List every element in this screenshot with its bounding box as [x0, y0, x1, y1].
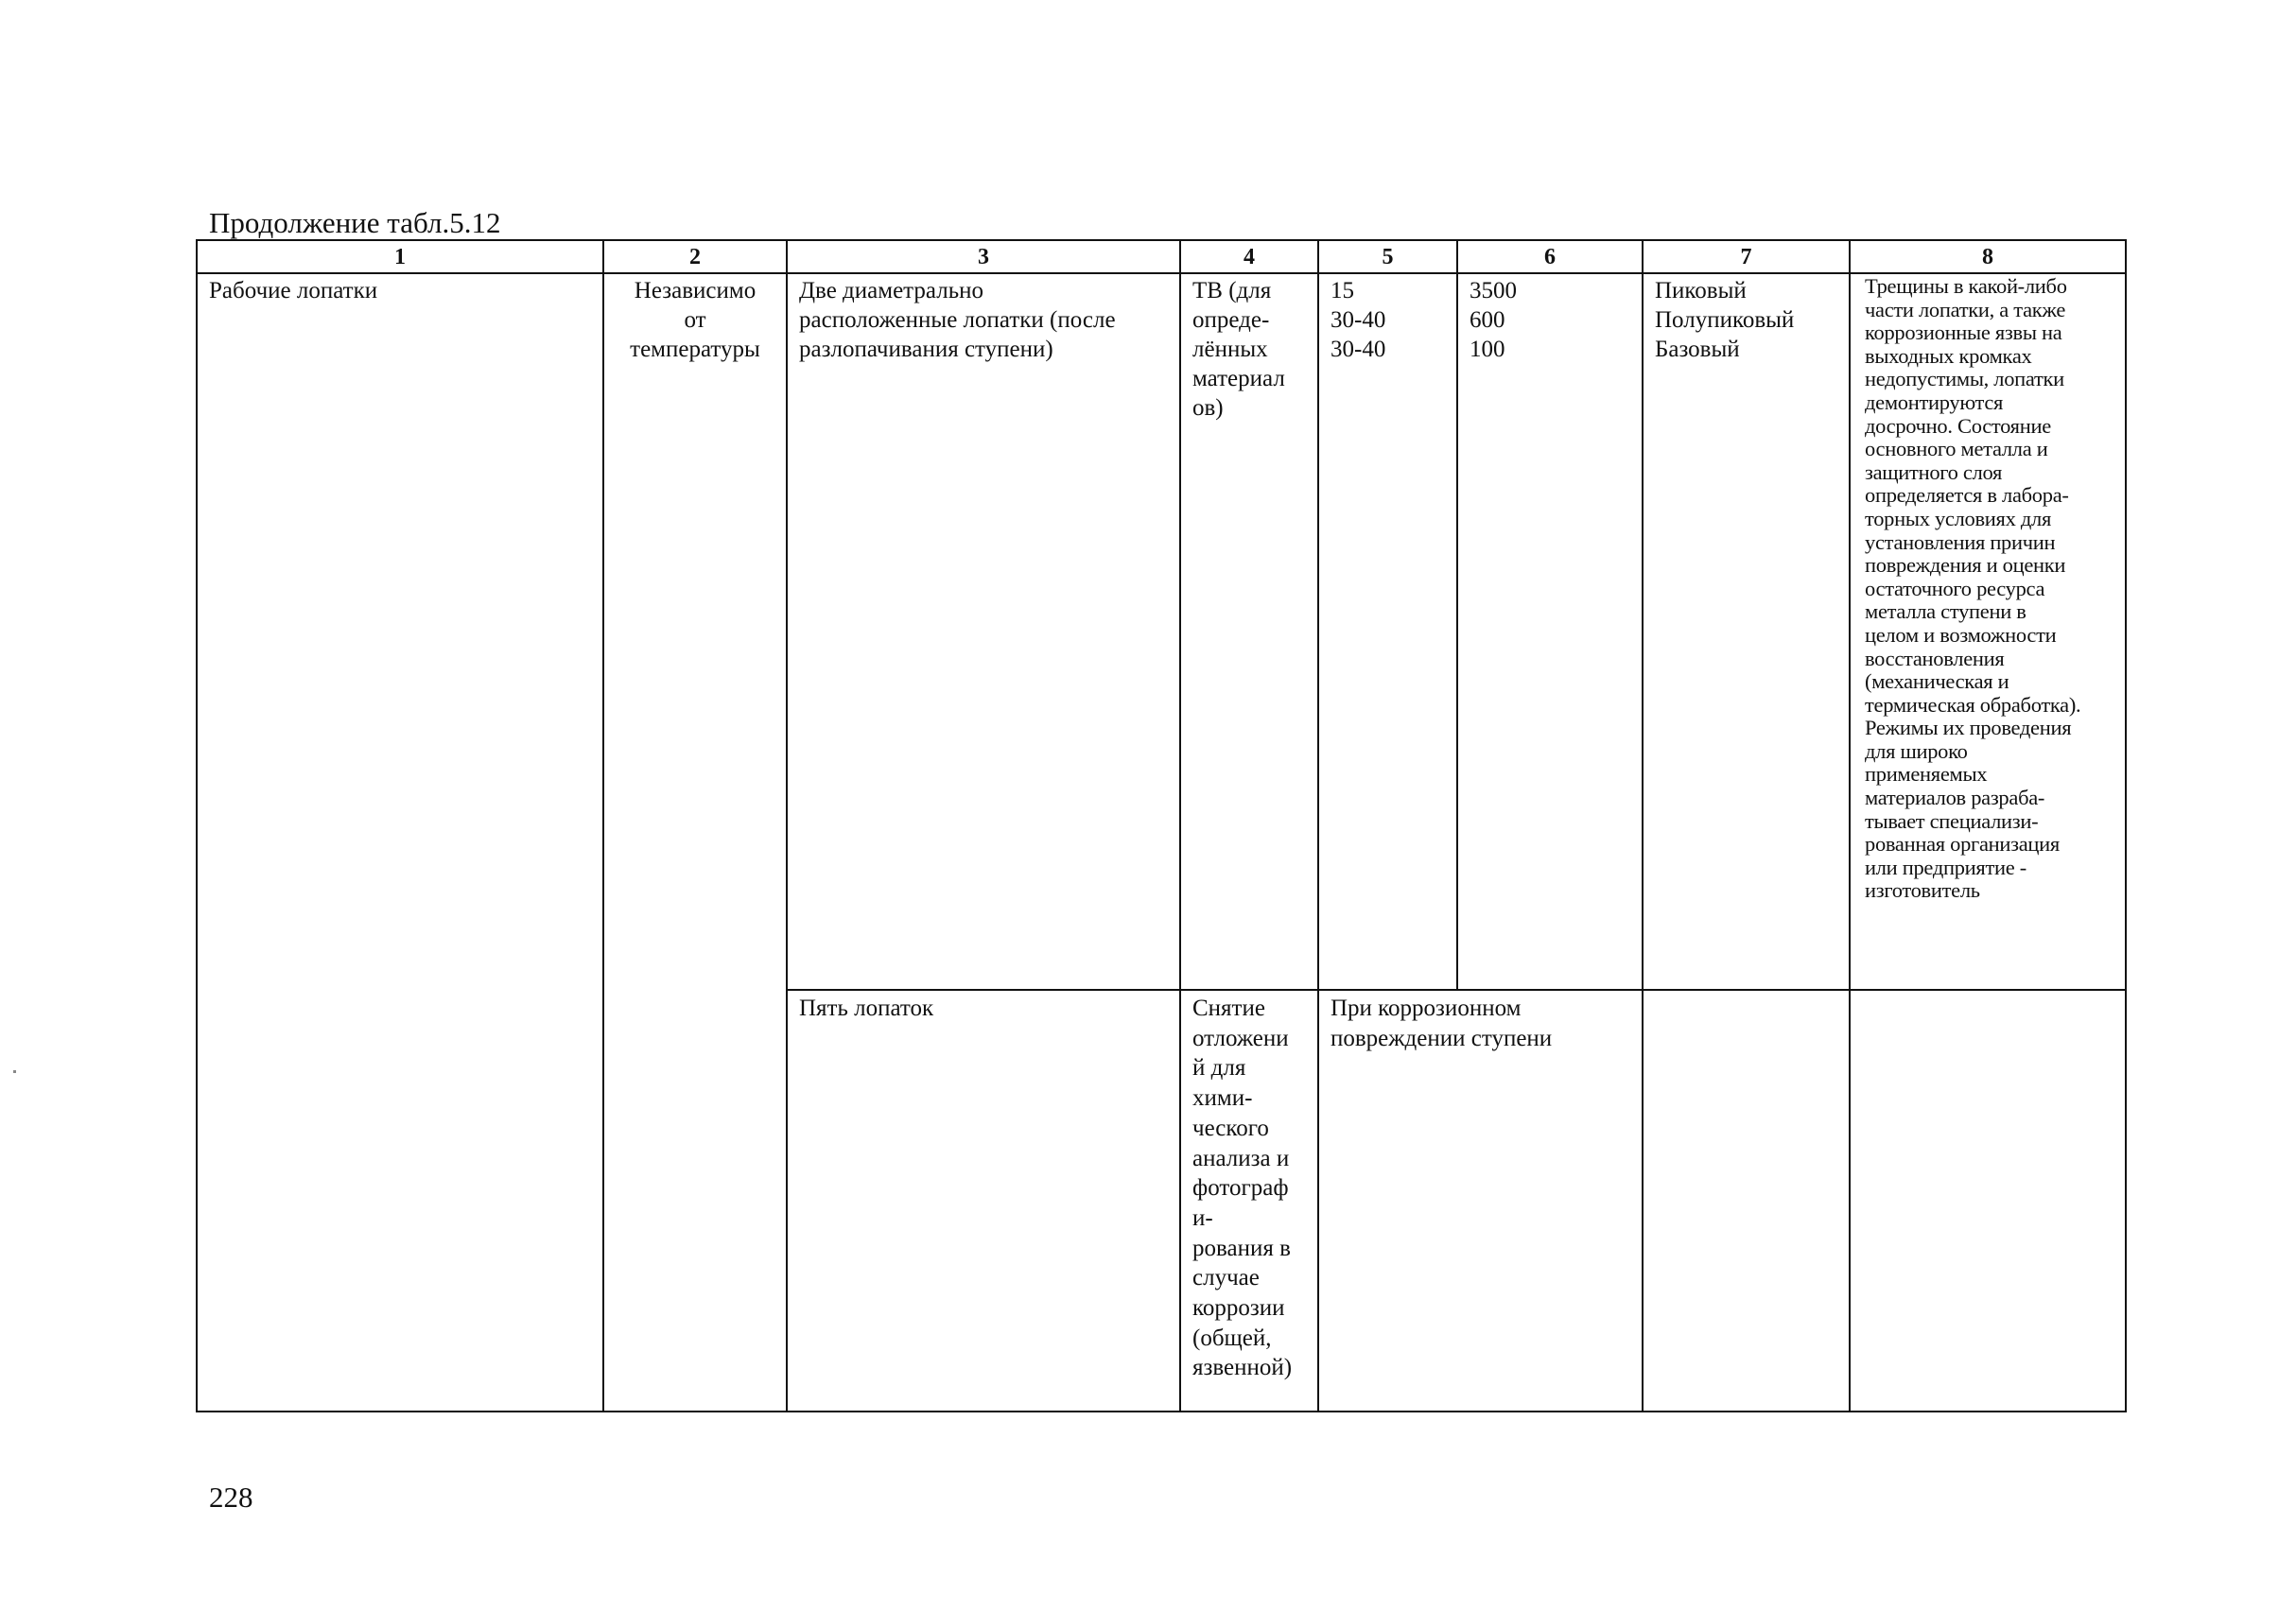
cell-frequency-merged	[1318, 990, 1643, 1412]
text-line: коррозионные язвы на	[1865, 320, 2062, 345]
page-number: 228	[209, 1481, 253, 1514]
text-line: или предприятие -	[1865, 855, 2026, 879]
text-line: повреждении ступени	[1331, 1025, 1553, 1051]
text-line: При коррозионном	[1331, 996, 1522, 1021]
text-line: основного металла и	[1865, 437, 2048, 461]
method-text	[1181, 274, 1317, 423]
text-line: 30-40	[1331, 307, 1386, 333]
text-line: (механическая и	[1865, 669, 2009, 694]
text-line: язвенной)	[1192, 1355, 1293, 1381]
text-line: Трещины в какой-либо	[1865, 274, 2067, 298]
cell-mode	[1643, 990, 1850, 1412]
header-col-1: 1	[197, 240, 603, 273]
text-line: 3500	[1470, 278, 1517, 303]
text-line: ческого	[1192, 1115, 1269, 1141]
text-line: применяемых	[1865, 762, 1988, 787]
text-line: Пиковый	[1655, 278, 1747, 303]
text-line: рования в	[1192, 1235, 1291, 1261]
text-line: целом и возможности	[1865, 622, 2057, 647]
scope-text: Пять лопаток	[799, 996, 934, 1021]
text-line: отложени	[1192, 1025, 1289, 1051]
text-line: от	[684, 307, 706, 333]
text-line: температуры	[630, 337, 760, 362]
cell-scope	[787, 273, 1180, 990]
text-line: и-	[1192, 1204, 1213, 1231]
cell-notes	[1850, 273, 2126, 990]
text-line: разлопачивания ступени)	[799, 337, 1053, 362]
header-col-8: 8	[1850, 240, 2126, 273]
text-line: й для	[1192, 1055, 1246, 1082]
text-line: Полупиковый	[1655, 307, 1795, 333]
header-col-6: 6	[1457, 240, 1643, 273]
col6-values	[1458, 274, 1642, 364]
method-text	[1181, 991, 1317, 1383]
header-col-2: 2	[603, 240, 787, 273]
text-line: 30-40	[1331, 337, 1386, 362]
text-line: (общей,	[1192, 1325, 1272, 1351]
text-line: ов)	[1192, 395, 1224, 421]
object-label: Рабочие лопатки	[209, 278, 378, 303]
cell-col5	[1318, 273, 1457, 990]
text-line: коррозии	[1192, 1295, 1285, 1322]
text-line: тывает специализи-	[1865, 808, 2039, 833]
text-line: части лопатки, а также	[1865, 297, 2066, 321]
header-col-4: 4	[1180, 240, 1318, 273]
text-line: ТВ (для	[1192, 278, 1272, 303]
text-line: защитного слоя	[1865, 459, 2003, 484]
header-col-5: 5	[1318, 240, 1457, 273]
text-line: остаточного ресурса	[1865, 576, 2045, 600]
text-line: изготовитель	[1865, 878, 1980, 903]
cell-col6	[1457, 273, 1643, 990]
text-line: расположенные лопатки (после	[799, 307, 1116, 333]
text-line: для широко	[1865, 738, 1968, 763]
header-col-7: 7	[1643, 240, 1850, 273]
cell-notes	[1850, 990, 2126, 1412]
cell-method	[1180, 273, 1318, 990]
text-line: фотограф	[1192, 1175, 1289, 1202]
cell-condition	[603, 273, 787, 1412]
text-line: восстановления	[1865, 646, 2005, 670]
text-line: Режимы их проведения	[1865, 716, 2072, 740]
cell-mode	[1643, 273, 1850, 990]
text-line: анализа и	[1192, 1145, 1290, 1171]
text-line: определяется в лабора-	[1865, 483, 2069, 508]
text-line: Две диаметрально	[799, 278, 983, 303]
cell-scope	[787, 990, 1180, 1412]
col5-values	[1319, 274, 1456, 364]
text-line: опреде-	[1192, 307, 1270, 333]
text-line: досрочно. Состояние	[1865, 413, 2051, 438]
header-row	[197, 240, 2126, 273]
text-line: случае	[1192, 1265, 1260, 1291]
text-line: установления причин	[1865, 529, 2056, 554]
text-line: материал	[1192, 366, 1285, 391]
text-line: 15	[1331, 278, 1354, 303]
table-row	[197, 273, 2126, 990]
text-line: металла ступени в	[1865, 599, 2026, 624]
notes-text	[1851, 274, 2125, 903]
condition-text	[604, 274, 786, 364]
continuation-table	[196, 239, 2127, 1412]
frequency-text	[1319, 991, 1642, 1053]
header-col-3: 3	[787, 240, 1180, 273]
text-line: лённых	[1192, 337, 1268, 362]
table-caption: Продолжение табл.5.12	[209, 206, 501, 239]
text-line: хими-	[1192, 1085, 1253, 1112]
cell-object	[197, 273, 603, 1412]
text-line: Независимо	[634, 278, 757, 303]
scope-text	[788, 274, 1179, 364]
text-line: торных условиях для	[1865, 506, 2051, 530]
text-line: 100	[1470, 337, 1505, 362]
text-line: демонтируются	[1865, 390, 2004, 414]
scan-speck	[13, 1070, 16, 1073]
mode-text	[1644, 274, 1849, 364]
text-line: материалов разраба-	[1865, 786, 2045, 810]
cell-method	[1180, 990, 1318, 1412]
text-line: Базовый	[1655, 337, 1740, 362]
text-line: рованная организация	[1865, 832, 2060, 857]
text-line: выходных кромках	[1865, 343, 2032, 368]
text-line: повреждения и оценки	[1865, 553, 2066, 578]
text-line: недопустимы, лопатки	[1865, 367, 2064, 391]
text-line: Снятие	[1192, 996, 1265, 1021]
text-line: термическая обработка).	[1865, 692, 2081, 717]
text-line: 600	[1470, 307, 1505, 333]
